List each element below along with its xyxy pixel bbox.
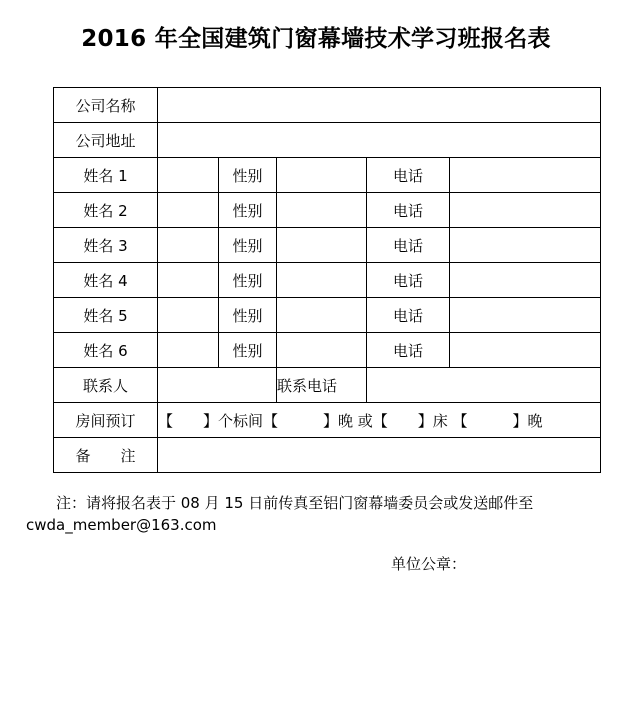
gender-label: 性别	[219, 263, 277, 298]
attendee-name-field[interactable]	[158, 263, 219, 298]
gender-field[interactable]	[277, 298, 367, 333]
attendee-name-field[interactable]	[158, 158, 219, 193]
phone-field[interactable]	[450, 333, 601, 368]
phone-field[interactable]	[450, 298, 601, 333]
contact-row	[54, 368, 601, 403]
gender-label: 性别	[219, 228, 277, 263]
company-address-field[interactable]	[158, 123, 601, 158]
phone-field[interactable]	[450, 263, 601, 298]
phone-label: 电话	[367, 158, 450, 193]
attendee-name-field[interactable]	[158, 298, 219, 333]
attendee-name-label: 姓名 1	[54, 158, 158, 193]
attendee-row	[54, 298, 601, 333]
gender-field[interactable]	[277, 263, 367, 298]
attendee-row	[54, 228, 601, 263]
gender-field[interactable]	[277, 193, 367, 228]
attendee-name-label: 姓名 5	[54, 298, 158, 333]
gender-label: 性别	[219, 193, 277, 228]
company-address-label: 公司地址	[54, 123, 158, 158]
phone-field[interactable]	[450, 193, 601, 228]
gender-label: 性别	[219, 333, 277, 368]
company-name-row	[54, 88, 601, 123]
gender-field[interactable]	[277, 158, 367, 193]
room-label: 房间预订	[54, 403, 158, 438]
submission-note	[26, 492, 616, 536]
note-line-1: 注：请将报名表于 08 月 15 日前传真至铝门窗幕墙委员会或发送邮件至	[56, 494, 534, 512]
contact-phone-label: 联系电话	[277, 368, 367, 403]
phone-label: 电话	[367, 333, 450, 368]
contact-label: 联系人	[54, 368, 158, 403]
gender-label: 性别	[219, 158, 277, 193]
gender-field[interactable]	[277, 228, 367, 263]
registration-table	[53, 87, 601, 473]
attendee-row	[54, 263, 601, 298]
attendee-name-field[interactable]	[158, 193, 219, 228]
remarks-label: 备 注	[54, 438, 158, 473]
phone-label: 电话	[367, 193, 450, 228]
contact-field[interactable]	[158, 368, 277, 403]
attendee-row	[54, 333, 601, 368]
phone-label: 电话	[367, 263, 450, 298]
gender-field[interactable]	[277, 333, 367, 368]
company-seal-label: 单位公章：	[391, 555, 467, 573]
company-name-label: 公司名称	[54, 88, 158, 123]
attendee-name-label: 姓名 2	[54, 193, 158, 228]
attendee-row	[54, 193, 601, 228]
gender-label: 性别	[219, 298, 277, 333]
attendee-name-field[interactable]	[158, 333, 219, 368]
remarks-field[interactable]	[158, 438, 601, 473]
attendee-name-field[interactable]	[158, 228, 219, 263]
attendee-name-label: 姓名 4	[54, 263, 158, 298]
phone-label: 电话	[367, 298, 450, 333]
form-title: 2016 年全国建筑门窗幕墙技术学习班报名表	[81, 26, 551, 52]
company-address-row	[54, 123, 601, 158]
phone-field[interactable]	[450, 158, 601, 193]
note-email[interactable]: cwda_member@163.com	[26, 516, 217, 534]
attendee-row	[54, 158, 601, 193]
room-booking-field[interactable]: 【 】个标间【 】晚 或【 】床 【 】晚	[158, 403, 601, 438]
attendee-name-label: 姓名 6	[54, 333, 158, 368]
remarks-row	[54, 438, 601, 473]
attendee-name-label: 姓名 3	[54, 228, 158, 263]
company-name-field[interactable]	[158, 88, 601, 123]
contact-phone-field[interactable]	[367, 368, 601, 403]
phone-label: 电话	[367, 228, 450, 263]
phone-field[interactable]	[450, 228, 601, 263]
room-row	[54, 403, 601, 438]
